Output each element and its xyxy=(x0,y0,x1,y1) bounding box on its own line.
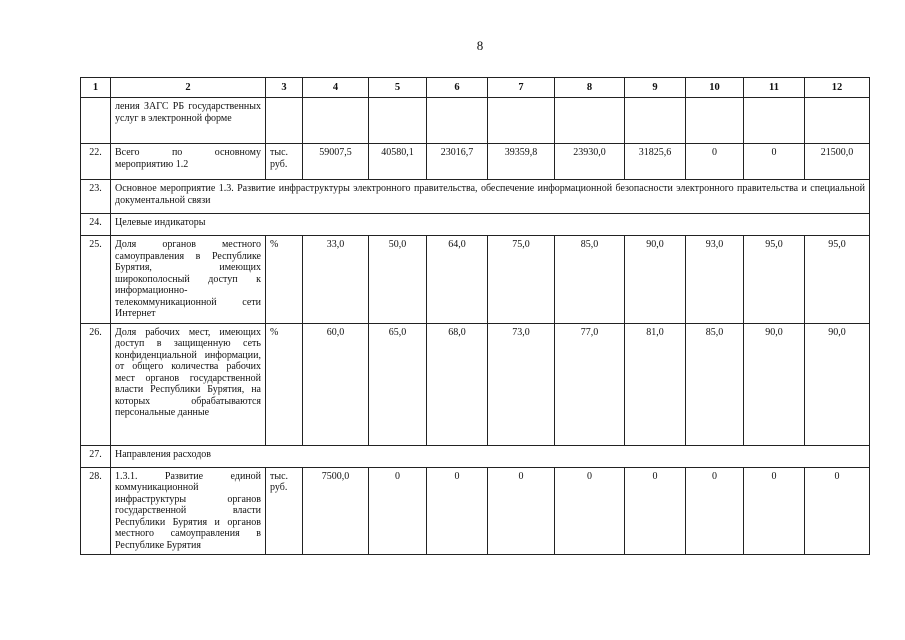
row-value: 40580,1 xyxy=(369,144,427,180)
section-heading: Направления расходов xyxy=(111,445,870,467)
row-unit: тыс. руб. xyxy=(266,144,303,180)
header-row xyxy=(81,78,870,98)
row-unit: % xyxy=(266,236,303,324)
row-number: 26. xyxy=(81,323,111,445)
section-heading: Основное мероприятие 1.3. Развитие инфраструктуры электронного правительства, обеспечение информационной безопасности электронного правительства и специальной документальной связи xyxy=(111,180,870,214)
row-value xyxy=(303,98,369,144)
header-cell: 6 xyxy=(427,78,488,98)
row-value: 65,0 xyxy=(369,323,427,445)
table-row xyxy=(81,144,870,180)
header-cell: 2 xyxy=(111,78,266,98)
row-value: 95,0 xyxy=(744,236,805,324)
header-cell: 12 xyxy=(805,78,870,98)
row-value: 85,0 xyxy=(555,236,625,324)
row-value: 60,0 xyxy=(303,323,369,445)
header-cell: 4 xyxy=(303,78,369,98)
row-value: 23930,0 xyxy=(555,144,625,180)
header-cell: 10 xyxy=(686,78,744,98)
section-heading: Целевые индикаторы xyxy=(111,214,870,236)
row-value: 73,0 xyxy=(488,323,555,445)
header-cell: 9 xyxy=(625,78,686,98)
row-value xyxy=(427,98,488,144)
table-row xyxy=(81,98,870,144)
row-value: 90,0 xyxy=(625,236,686,324)
row-value: 95,0 xyxy=(805,236,870,324)
row-value: 39359,8 xyxy=(488,144,555,180)
row-value: 7500,0 xyxy=(303,467,369,555)
header-cell: 3 xyxy=(266,78,303,98)
table-row xyxy=(81,236,870,324)
header-cell: 11 xyxy=(744,78,805,98)
row-unit: тыс. руб. xyxy=(266,467,303,555)
row-value: 75,0 xyxy=(488,236,555,324)
row-value xyxy=(805,98,870,144)
row-value: 0 xyxy=(488,467,555,555)
row-number xyxy=(81,98,111,144)
row-number: 28. xyxy=(81,467,111,555)
row-name: Доля органов местного самоуправления в Республике Бурятия, имеющих широкополосный доступ к информационно-телекоммуникационной сети Интернет xyxy=(111,236,266,324)
row-value: 0 xyxy=(625,467,686,555)
row-value: 68,0 xyxy=(427,323,488,445)
row-name: Доля рабочих мест, имеющих доступ в защищенную сеть конфиденциальной информации, от общего количества рабочих мест органов государственной власти Республики Бурятия, на которых обрабатываются персональные данные xyxy=(111,323,266,445)
row-number: 23. xyxy=(81,180,111,214)
row-number: 22. xyxy=(81,144,111,180)
row-value: 59007,5 xyxy=(303,144,369,180)
row-value: 90,0 xyxy=(744,323,805,445)
page-number: 8 xyxy=(476,38,484,53)
row-value xyxy=(369,98,427,144)
row-value xyxy=(555,98,625,144)
header-cell: 8 xyxy=(555,78,625,98)
row-name: ления ЗАГС РБ государственных услуг в электронной форме xyxy=(111,98,266,144)
row-value xyxy=(488,98,555,144)
header-cell: 1 xyxy=(81,78,111,98)
row-value: 23016,7 xyxy=(427,144,488,180)
row-value: 0 xyxy=(744,467,805,555)
row-value: 0 xyxy=(369,467,427,555)
row-unit xyxy=(266,98,303,144)
row-value: 0 xyxy=(555,467,625,555)
row-value: 85,0 xyxy=(686,323,744,445)
row-unit: % xyxy=(266,323,303,445)
row-value: 93,0 xyxy=(686,236,744,324)
row-value: 0 xyxy=(686,144,744,180)
row-value: 21500,0 xyxy=(805,144,870,180)
row-value: 0 xyxy=(805,467,870,555)
row-number: 27. xyxy=(81,445,111,467)
row-value: 31825,6 xyxy=(625,144,686,180)
row-value: 77,0 xyxy=(555,323,625,445)
row-value: 0 xyxy=(686,467,744,555)
table-row xyxy=(81,467,870,555)
table-row xyxy=(81,180,870,214)
table-row xyxy=(81,214,870,236)
row-value: 90,0 xyxy=(805,323,870,445)
table-row xyxy=(81,323,870,445)
row-name: 1.3.1. Развитие единой коммуникационной инфраструктуры органов государственной власти Республики Бурятия и органов местного самоуправления в Республике Бурятия xyxy=(111,467,266,555)
header-cell: 7 xyxy=(488,78,555,98)
row-value: 0 xyxy=(744,144,805,180)
data-table xyxy=(80,77,870,555)
row-number: 24. xyxy=(81,214,111,236)
row-value: 64,0 xyxy=(427,236,488,324)
row-number: 25. xyxy=(81,236,111,324)
row-value xyxy=(744,98,805,144)
row-name: Всего по основному мероприятию 1.2 xyxy=(111,144,266,180)
row-value: 33,0 xyxy=(303,236,369,324)
row-value xyxy=(686,98,744,144)
row-value: 0 xyxy=(427,467,488,555)
row-value xyxy=(625,98,686,144)
header-cell: 5 xyxy=(369,78,427,98)
row-value: 50,0 xyxy=(369,236,427,324)
table-row xyxy=(81,445,870,467)
row-value: 81,0 xyxy=(625,323,686,445)
